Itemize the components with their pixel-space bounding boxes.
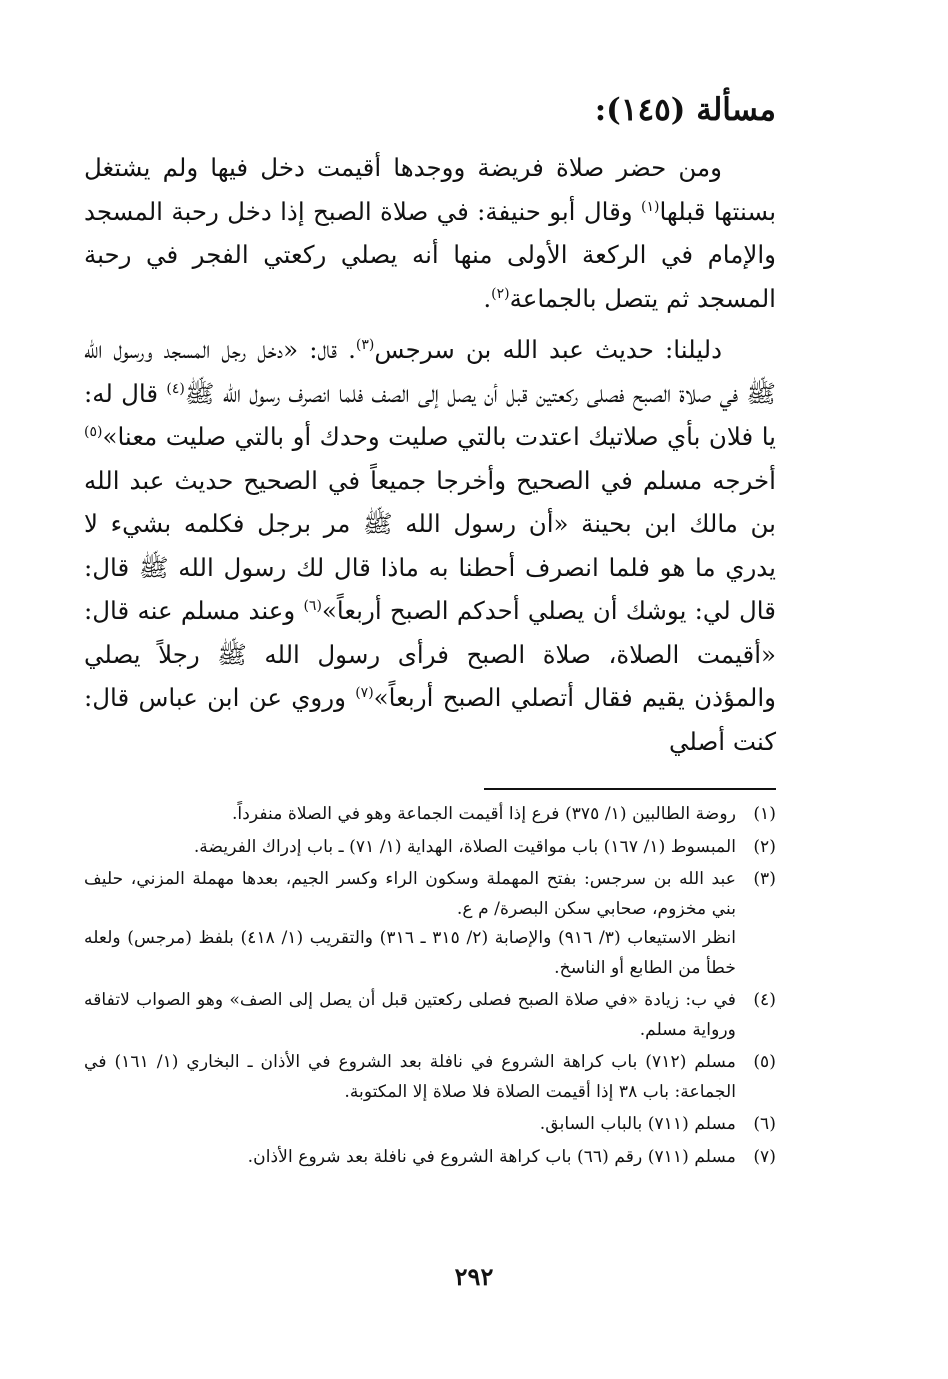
footnote [84,1143,776,1173]
footnote [84,833,776,863]
text-run: وقال أبو حنيفة: في صلاة الصبح إذا دخل رحبة المسجد والإمام في الركعة الأولى منها أنه يصلي ركعتي الفجر في رحبة المسجد ثم يتصل بالجماعة [84,196,776,313]
text-run: قال له: يا فلان بأي صلاتيك اعتدت بالتي صليت وحدك أو بالتي صليت معنا» [84,378,776,451]
footnote-text: عبد الله بن سرجس: بفتح المهملة وسكون الراء وكسر الجيم، بعدها مهملة المزني، حليف بني مخزوم، صحابي سكن البصرة/ م ع. [84,869,736,919]
footnote-text: المبسوط (١/ ١٦٧) باب مواقيت الصلاة، الهداية (١/ ٧١) ـ باب إدراك الفريضة. [193,836,736,857]
footnote-number: (٥) [753,1052,776,1072]
issue-heading: مسألة (١٤٥): [594,92,776,128]
text-run: . قال: «دخل رجل المسجد ورسول الله ﷺ في صلاة الصبح فصلى ركعتين قبل أن يصل إلى الصف فلما انصرف رسول الله ﷺ [84,335,776,408]
footnote-number: (٧) [753,1146,776,1167]
footnote [84,986,776,1045]
text-run: وعند مسلم عنه قال: «أقيمت الصلاة، صلاة الصبح فرأى رسول الله ﷺ رجلاً يصلي والمؤذن يقيم فقال أتصلي الصبح أربعاً» [84,596,776,712]
text-run: ومن حضر صلاة فريضة ووجدها أقيمت دخل فيها ولم يشتغل بسنتها قبلها [84,153,777,226]
footnote-number: (٣) [753,869,776,889]
text-run: أخرجه مسلم في الصحيح وأخرجا جميعاً في الصحيح حديث عبد الله بن مالك ابن بحينة «أن رسول الله ﷺ مر برجل فكلمه بشيء لا يدري ما هو فلما انصرف أحطنا به ماذا قال لك رسول الله ﷺ قال: قال لي: يوشك أن يصلي أحدكم الصبح أربعاً» [84,465,776,625]
footnote-text: في ب: زيادة «في صلاة الصبح فصلى ركعتين قبل أن يصل إلى الصف» وهو الصواب لاتفاقه ورواية مسلم. [84,990,736,1040]
paragraph [84,328,776,763]
footnote-number: (٤) [753,990,776,1010]
page-number: ٢٩٢ [454,1262,494,1291]
footnotes-list [84,800,776,1175]
footnote-number: (٦) [753,1114,776,1134]
text-run: وروي عن ابن عباس قال: كنت أصلي [84,683,776,756]
footnote-marker: (٥) [84,423,103,440]
footnote-number: (١) [753,804,776,824]
text-run: دليلنا: حديث عبد الله بن سرجس [374,335,722,364]
footnote [84,865,776,983]
footnote-marker: (٢) [491,285,510,302]
footnote [84,800,776,830]
footnote-text: مسلم (٧١٢) باب كراهة الشروع في نافلة بعد الشروع في الأذان ـ البخاري (١/ ١٦١) في الجماعة: باب ٣٨ إذا أقيمت الصلاة فلا صلاة إلا المكتوبة. [84,1052,736,1102]
footnote-marker: (٤) [166,380,185,397]
footnote-text: روضة الطالبين (١/ ٣٧٥) فرع إذا أقيمت الجماعة وهو في الصلاة منفرداً. [231,804,736,824]
main-text [84,146,776,763]
footnote-number: (٢) [753,836,776,857]
footnote [84,1110,776,1140]
footnote-marker: (٦) [303,597,322,614]
footnote-divider [484,788,776,790]
footnote-text: مسلم (٧١١) رقم (٦٦) باب كراهة الشروع في نافلة بعد شروع الأذان. [247,1146,736,1167]
paragraph [84,146,776,320]
footnote-text: انظر الاستيعاب (٣/ ٩١٦) والإصابة (٢/ ٣١٥ ـ ٣١٦) والتقريب (١/ ٤١٨) بلفظ (مرجس) ولعله خطأ من الطابع أو الناسخ. [84,928,736,978]
footnote-marker: (٣) [355,336,375,353]
footnote-marker: (١) [641,198,660,215]
text-run: . [483,283,492,313]
footnote-text: مسلم (٧١١) بالباب السابق. [539,1114,736,1134]
footnote-marker: (٧) [355,684,374,701]
footnote [84,1048,776,1107]
